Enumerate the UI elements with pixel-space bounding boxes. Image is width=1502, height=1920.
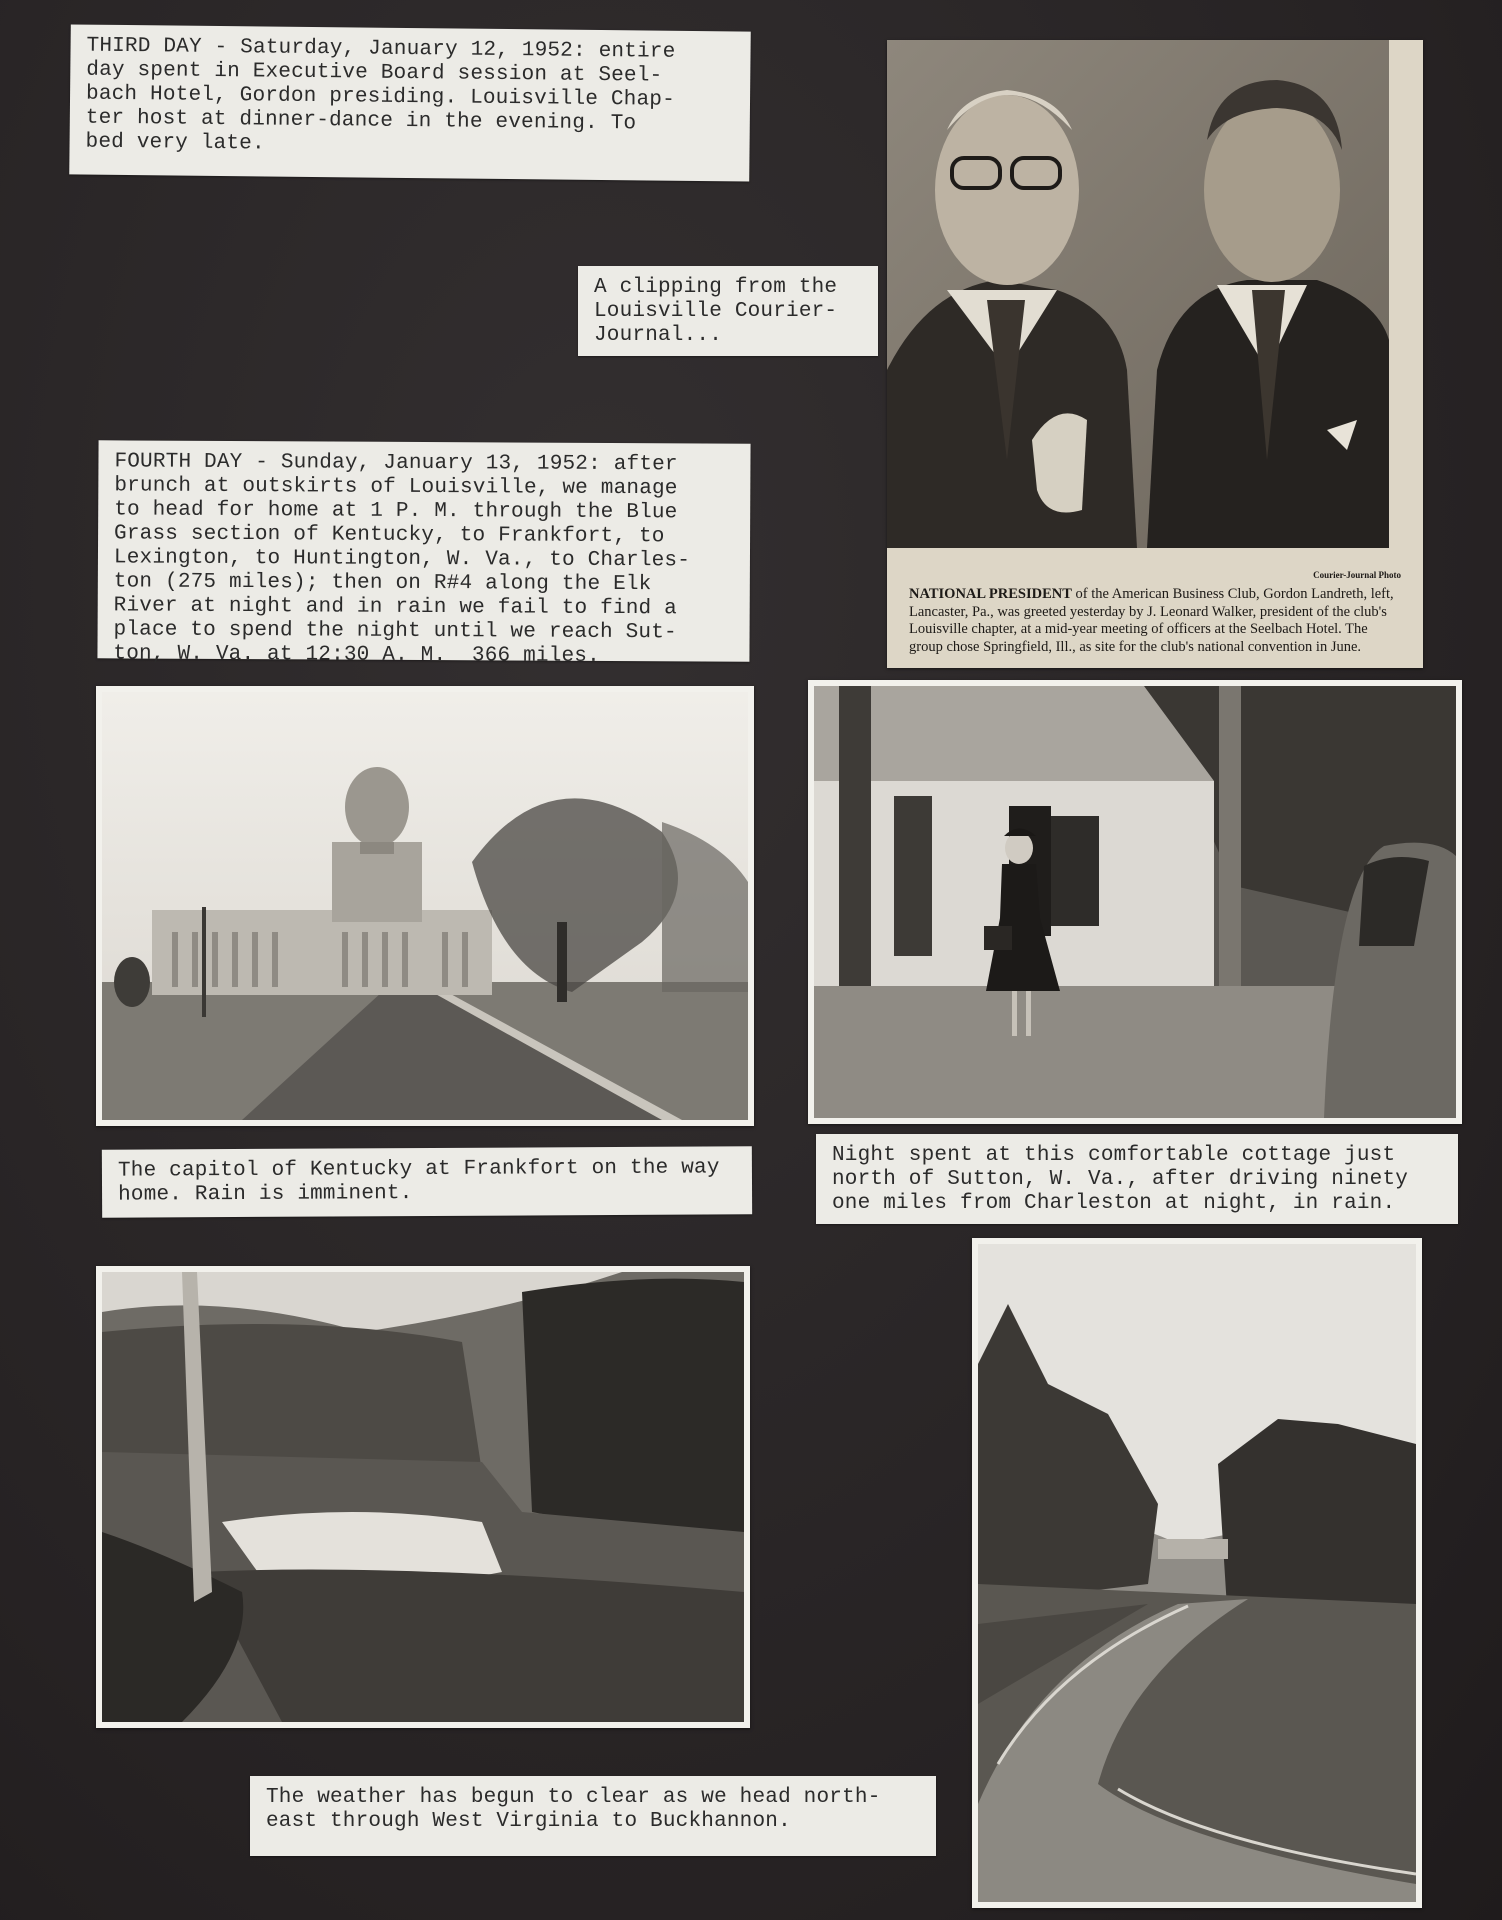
third-day-label: THIRD DAY - Saturday, January 12, 1952: entire day spent in Executive Board session at Seel- bach Hotel, Gordon presiding. Louisville Chap- ter host at dinner-dance in the evening. To bed very late. bbox=[69, 24, 751, 181]
river-photo bbox=[96, 1266, 750, 1728]
capitol-photo bbox=[96, 686, 754, 1126]
clipping-caption bbox=[909, 586, 1399, 656]
capitol-caption: The capitol of Kentucky at Frankfort on the way home. Rain is imminent. bbox=[102, 1146, 752, 1217]
cottage-caption: Night spent at this comfortable cottage just north of Sutton, W. Va., after driving ninety one miles from Charleston at night, in rain. bbox=[816, 1134, 1458, 1224]
clipping-intro-label: A clipping from the Louisville Courier- Journal... bbox=[578, 266, 878, 356]
road-image bbox=[978, 1244, 1416, 1902]
weather-caption: The weather has begun to clear as we head north- east through West Virginia to Buckhannon. bbox=[250, 1776, 936, 1856]
cottage-photo bbox=[808, 680, 1462, 1124]
photo-credit: Courier-Journal Photo bbox=[1313, 570, 1401, 580]
river-image bbox=[102, 1272, 744, 1722]
clipping-photo bbox=[887, 40, 1389, 548]
clipping-caption-body: of the American Business Club, Gordon Landreth, left, Lancaster, Pa., was greeted yesterday by J. Leonard Walker, president of the club's Louisville chapter, at a mid-year meeting of officers at the Seelbach Hotel. The group chose Springfield, Ill., as site for the club's national convention in June. bbox=[909, 586, 1394, 655]
fourth-day-label: FOURTH DAY - Sunday, January 13, 1952: after brunch at outskirts of Louisville, we manage to head for home at 1 P. M. through the Blue Grass section of Kentucky, to Frankfort, to Lexington, to Huntington, W. Va., to Charles- ton (275 miles); then on R#4 along the Elk River at night and in rain we fail to find a place to spend the night until we reach Sut- ton, W. Va. at 12:30 A. M. 366 miles. bbox=[97, 440, 750, 661]
cottage-image bbox=[814, 686, 1456, 1118]
newspaper-clipping bbox=[887, 40, 1423, 668]
clipping-caption-lead: NATIONAL PRESIDENT bbox=[909, 586, 1072, 602]
road-photo bbox=[972, 1238, 1422, 1908]
capitol-image bbox=[102, 692, 748, 1120]
